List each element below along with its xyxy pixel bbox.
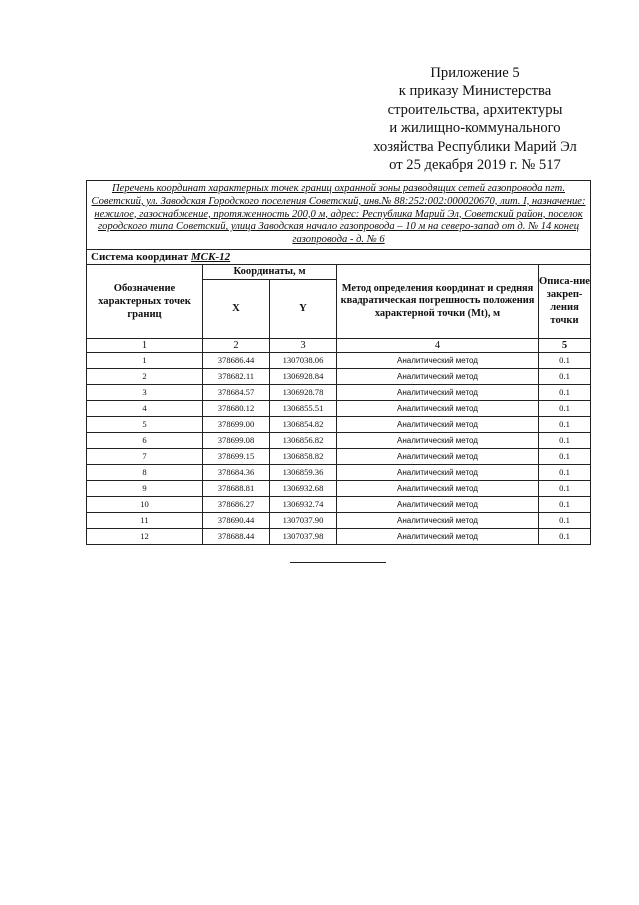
table-row (87, 400, 591, 416)
signature-line (290, 562, 386, 563)
mt-cell: 0.1 (539, 416, 591, 432)
table-row (87, 496, 591, 512)
x-coordinate-cell: 378699.00 (203, 416, 270, 432)
point-number-cell: 7 (87, 448, 203, 464)
header-method: Метод определения координат и средняя квадратическая погрешность положения характерной точки (Mt), м (337, 264, 539, 338)
table-caption: Перечень координат характерных точек границ охранной зоны разводящих сетей газопровода пгт. Советский, ул. Заводская Городского поселения Советский, инв.№ 88:252:002:000020670, лит. I, назначение: нежилое, газоснабжение, протяженность 200,0 м, адрес: Республика Марий Эл, Советский район, поселок городского типа Советский, улица Заводская начало газопровода – 10 м на северо-запад от д. № 14 конец газопровода - д. № 6 (87, 181, 591, 250)
method-cell: Аналитический метод (337, 368, 539, 384)
table-row (87, 432, 591, 448)
method-cell: Аналитический метод (337, 416, 539, 432)
y-coordinate-cell: 1306854.82 (270, 416, 337, 432)
mt-cell: 0.1 (539, 480, 591, 496)
mt-cell: 0.1 (539, 528, 591, 544)
mt-cell: 0.1 (539, 400, 591, 416)
coordinates-table (86, 180, 591, 545)
header-coords: Координаты, м (203, 264, 337, 279)
y-coordinate-cell: 1307037.98 (270, 528, 337, 544)
table-row (87, 368, 591, 384)
header-y: Y (270, 279, 337, 338)
x-coordinate-cell: 378690.44 (203, 512, 270, 528)
method-cell: Аналитический метод (337, 464, 539, 480)
header-description: Описа-ние закреп-ления точки (539, 264, 591, 338)
y-coordinate-cell: 1307038.06 (270, 352, 337, 368)
x-coordinate-cell: 378684.36 (203, 464, 270, 480)
column-number: 2 (203, 338, 270, 352)
table-row (87, 480, 591, 496)
point-number-cell: 1 (87, 352, 203, 368)
y-coordinate-cell: 1306928.84 (270, 368, 337, 384)
mt-cell: 0.1 (539, 384, 591, 400)
y-coordinate-cell: 1306859.36 (270, 464, 337, 480)
point-number-cell: 6 (87, 432, 203, 448)
table-row (87, 464, 591, 480)
mt-cell: 0.1 (539, 368, 591, 384)
mt-cell: 0.1 (539, 352, 591, 368)
point-number-cell: 11 (87, 512, 203, 528)
y-coordinate-cell: 1306856.82 (270, 432, 337, 448)
point-number-cell: 12 (87, 528, 203, 544)
method-cell: Аналитический метод (337, 480, 539, 496)
x-coordinate-cell: 378688.44 (203, 528, 270, 544)
y-coordinate-cell: 1306932.68 (270, 480, 337, 496)
y-coordinate-cell: 1306855.51 (270, 400, 337, 416)
x-coordinate-cell: 378684.57 (203, 384, 270, 400)
x-coordinate-cell: 378699.15 (203, 448, 270, 464)
point-number-cell: 10 (87, 496, 203, 512)
y-coordinate-cell: 1306932.74 (270, 496, 337, 512)
method-cell: Аналитический метод (337, 496, 539, 512)
method-cell: Аналитический метод (337, 432, 539, 448)
appendix-header (340, 64, 610, 174)
y-coordinate-cell: 1306858.82 (270, 448, 337, 464)
table-row (87, 528, 591, 544)
method-cell: Аналитический метод (337, 384, 539, 400)
column-numbers-row (87, 338, 591, 352)
method-cell: Аналитический метод (337, 400, 539, 416)
x-coordinate-cell: 378688.81 (203, 480, 270, 496)
method-cell: Аналитический метод (337, 528, 539, 544)
appendix-line: Приложение 5 (430, 65, 520, 81)
x-coordinate-cell: 378686.44 (203, 352, 270, 368)
y-coordinate-cell: 1307037.90 (270, 512, 337, 528)
column-number: 5 (539, 338, 591, 352)
appendix-line: к приказу Министерства (398, 83, 552, 100)
method-cell: Аналитический метод (337, 448, 539, 464)
mt-cell: 0.1 (539, 512, 591, 528)
y-coordinate-cell: 1306928.78 (270, 384, 337, 400)
x-coordinate-cell: 378682.11 (203, 368, 270, 384)
method-cell: Аналитический метод (337, 512, 539, 528)
header-x: X (203, 279, 270, 338)
appendix-line: от 25 декабря 2019 г. № 517 (389, 157, 561, 174)
appendix-line: и жилищно-коммунального (389, 120, 561, 137)
column-number: 3 (270, 338, 337, 352)
point-number-cell: 8 (87, 464, 203, 480)
point-number-cell: 5 (87, 416, 203, 432)
mt-cell: 0.1 (539, 448, 591, 464)
point-number-cell: 2 (87, 368, 203, 384)
x-coordinate-cell: 378680.12 (203, 400, 270, 416)
mt-cell: 0.1 (539, 496, 591, 512)
table-row (87, 416, 591, 432)
mt-cell: 0.1 (539, 464, 591, 480)
table-row (87, 448, 591, 464)
coordinate-system-label: Система координат (91, 250, 189, 263)
method-cell: Аналитический метод (337, 352, 539, 368)
table-row (87, 512, 591, 528)
x-coordinate-cell: 378699.08 (203, 432, 270, 448)
point-number-cell: 4 (87, 400, 203, 416)
header-point: Обозначение характерных точек границ (87, 264, 203, 338)
appendix-line: хозяйства Республики Марий Эл (373, 138, 577, 155)
column-number: 1 (87, 338, 203, 352)
mt-cell: 0.1 (539, 432, 591, 448)
table-row (87, 352, 591, 368)
coordinate-system-value: МСК-12 (190, 250, 231, 263)
column-number: 4 (337, 338, 539, 352)
coordinate-system-row (87, 249, 591, 264)
x-coordinate-cell: 378686.27 (203, 496, 270, 512)
point-number-cell: 9 (87, 480, 203, 496)
appendix-line: строительства, архитектуры (387, 101, 563, 118)
table-row (87, 384, 591, 400)
point-number-cell: 3 (87, 384, 203, 400)
